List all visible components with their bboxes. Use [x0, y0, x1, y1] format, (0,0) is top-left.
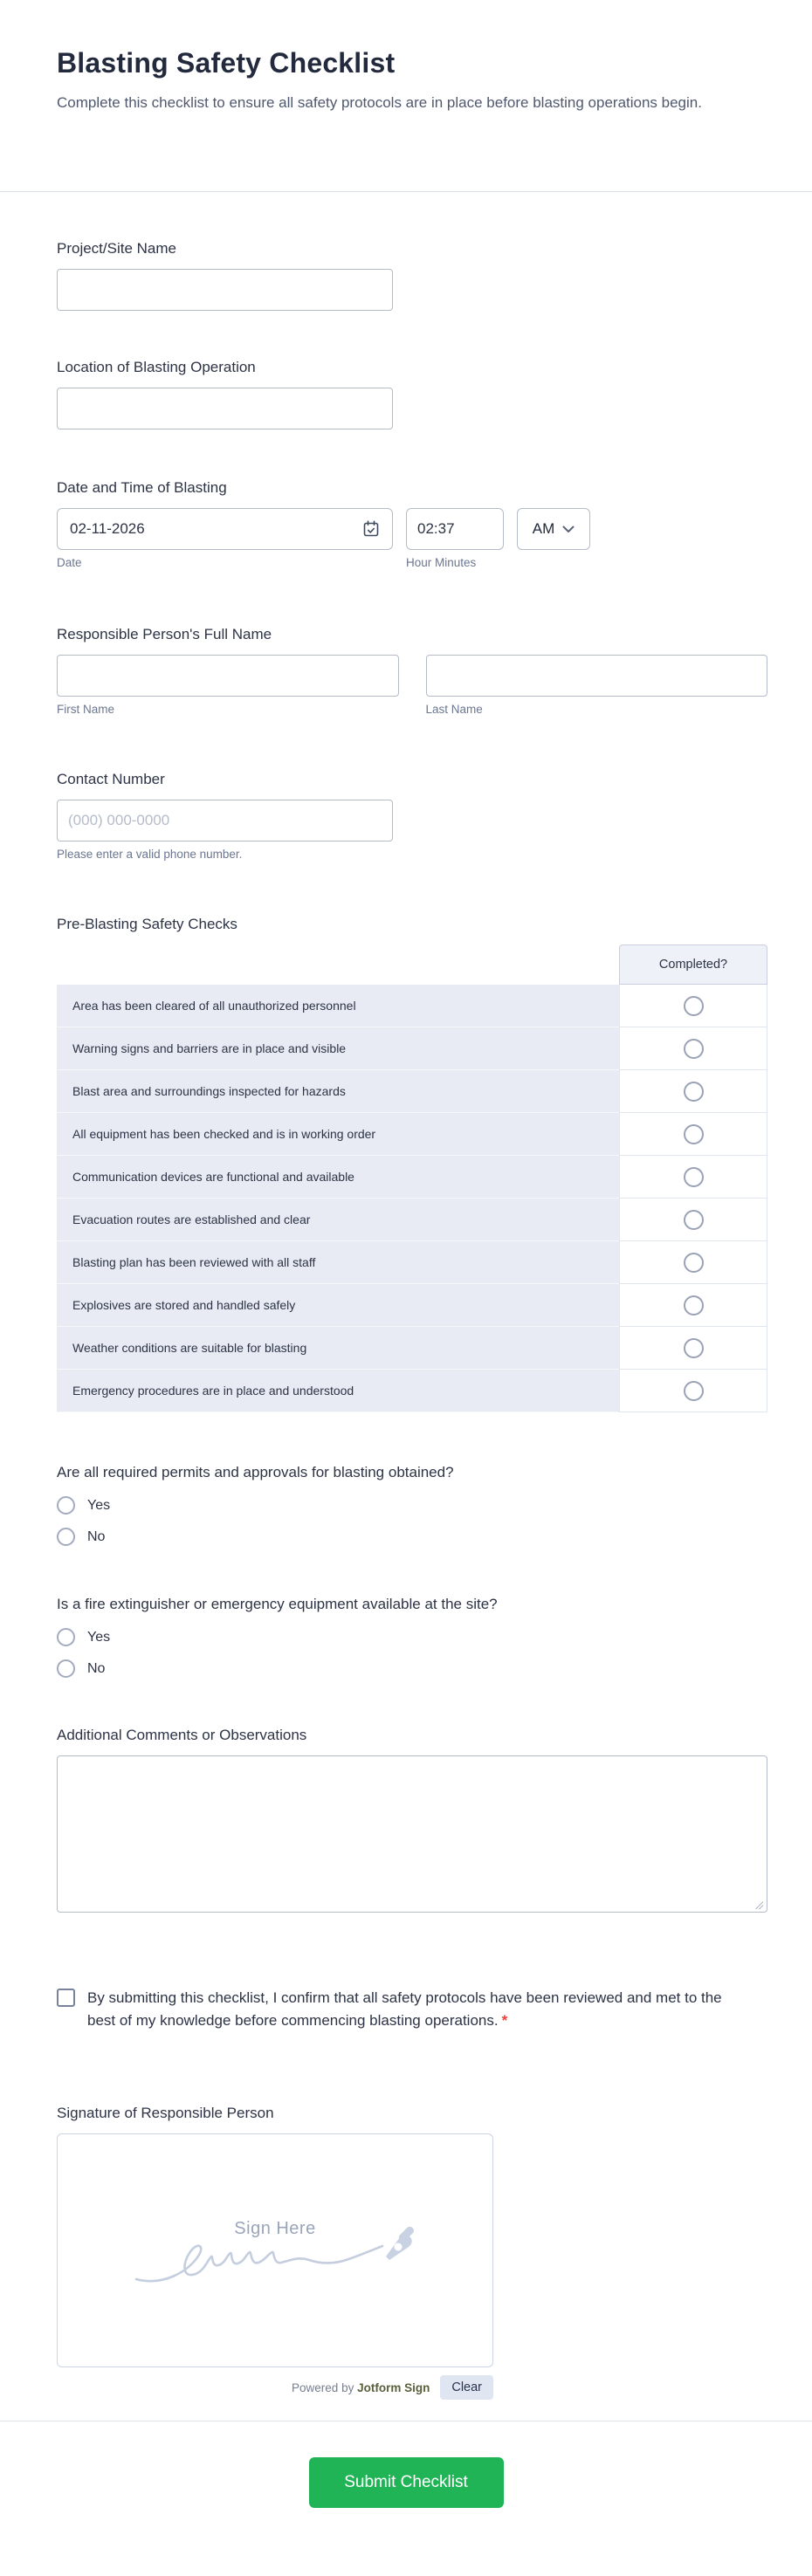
column-header-completed: Completed?: [619, 945, 767, 985]
last-name-input[interactable]: [426, 655, 768, 697]
sign-here-placeholder: Sign Here: [234, 2218, 316, 2238]
checks-table-label: Pre-Blasting Safety Checks: [57, 916, 237, 932]
phone-helper-text: Please enter a valid phone number.: [57, 848, 243, 861]
table-row: [57, 985, 767, 1027]
row-radio-cell[interactable]: [619, 1327, 767, 1370]
comments-textarea-wrap: [57, 1755, 767, 1917]
fire-option-yes[interactable]: [57, 1628, 767, 1646]
time-input[interactable]: [406, 508, 504, 550]
radio-icon[interactable]: [57, 1659, 75, 1678]
row-label: All equipment has been checked and is in working order: [57, 1113, 619, 1156]
page-title: Blasting Safety Checklist: [57, 47, 396, 79]
radio-icon[interactable]: [684, 1295, 704, 1315]
chevron-down-icon: [562, 526, 575, 533]
jotform-sign-brand: Jotform Sign: [357, 2380, 430, 2394]
row-label: Area has been cleared of all unauthorized personnel: [57, 985, 619, 1027]
field-comments: [57, 1726, 767, 1917]
first-name-input[interactable]: [57, 655, 399, 697]
field-contact: [57, 770, 767, 861]
phone-input[interactable]: [57, 800, 393, 841]
row-label: Weather conditions are suitable for blasting: [57, 1327, 619, 1370]
row-radio-cell[interactable]: [619, 1284, 767, 1327]
radio-option-label: Yes: [87, 1629, 111, 1645]
table-row: [57, 1241, 767, 1284]
field-signature: [57, 2104, 767, 2400]
signature-pad[interactable]: [57, 2133, 493, 2367]
calendar-icon[interactable]: [361, 519, 382, 539]
powered-by-label: Powered by: [292, 2380, 354, 2394]
form-subtitle: Complete this checklist to ensure all safety protocols are in place before blasting operations begin.: [57, 94, 702, 111]
radio-icon[interactable]: [684, 1210, 704, 1230]
row-radio-cell[interactable]: [619, 1199, 767, 1241]
last-name-sublabel: Last Name: [425, 703, 483, 716]
fire-question-label: Is a fire extinguisher or emergency equipment available at the site?: [57, 1596, 498, 1612]
table-row: [57, 1070, 767, 1113]
date-column: [57, 508, 393, 569]
checks-table: [57, 945, 767, 1412]
name-row: [57, 655, 767, 716]
table-row: [57, 1027, 767, 1070]
row-radio-cell[interactable]: [619, 1241, 767, 1284]
datetime-label: Date and Time of Blasting: [57, 479, 227, 496]
row-label: Emergency procedures are in place and understood: [57, 1370, 619, 1412]
time-column: [406, 508, 504, 569]
row-radio-cell[interactable]: [619, 1156, 767, 1199]
field-question-permits: [57, 1463, 767, 1546]
form-body: [0, 239, 812, 2400]
radio-icon[interactable]: [57, 1628, 75, 1646]
sign-here-group: [131, 2219, 419, 2293]
radio-option-label: Yes: [87, 1497, 111, 1513]
fire-option-no[interactable]: [57, 1659, 767, 1678]
row-label: Explosives are stored and handled safely: [57, 1284, 619, 1327]
permits-option-yes[interactable]: [57, 1496, 767, 1515]
date-input[interactable]: [68, 519, 361, 539]
radio-icon[interactable]: [684, 1338, 704, 1358]
table-header-row: [57, 945, 767, 985]
contact-label: Contact Number: [57, 771, 165, 787]
radio-option-label: No: [87, 1660, 106, 1676]
location-input[interactable]: [57, 388, 393, 429]
field-full-name: [57, 625, 767, 716]
row-radio-cell[interactable]: [619, 1370, 767, 1412]
first-name-column: [57, 655, 399, 716]
radio-icon[interactable]: [684, 1039, 704, 1059]
resize-handle[interactable]: [755, 1901, 763, 1909]
table-row: [57, 1113, 767, 1156]
project-name-label: Project/Site Name: [57, 240, 176, 257]
first-name-sublabel: First Name: [57, 703, 115, 716]
time-sublabel: Hour Minutes: [406, 556, 477, 569]
project-name-input[interactable]: [57, 269, 393, 311]
consent-text: By submitting this checklist, I confirm that all safety protocols have been reviewed and met to the best of my knowledge before commencing blasting operations.: [87, 1989, 722, 2029]
table-row: [57, 1156, 767, 1199]
radio-icon[interactable]: [684, 1082, 704, 1102]
signature-label: Signature of Responsible Person: [57, 2105, 274, 2121]
powered-by-text: [292, 2381, 430, 2394]
row-radio-cell[interactable]: [619, 1027, 767, 1070]
field-project-name: [57, 239, 767, 311]
signature-footer: [57, 2375, 493, 2400]
table-row: [57, 1327, 767, 1370]
submit-button[interactable]: Submit Checklist: [309, 2457, 504, 2508]
radio-icon[interactable]: [684, 1381, 704, 1401]
comments-label: Additional Comments or Observations: [57, 1727, 307, 1743]
table-row: [57, 1370, 767, 1412]
radio-icon[interactable]: [684, 1167, 704, 1187]
radio-icon[interactable]: [684, 1124, 704, 1144]
row-label: Blast area and surroundings inspected for hazards: [57, 1070, 619, 1113]
form-header: [0, 0, 812, 192]
permits-question-label: Are all required permits and approvals for blasting obtained?: [57, 1464, 454, 1480]
table-row: [57, 1199, 767, 1241]
consent-checkbox[interactable]: [57, 1989, 75, 2007]
radio-icon[interactable]: [57, 1496, 75, 1515]
clear-signature-button[interactable]: Clear: [440, 2375, 493, 2400]
radio-icon[interactable]: [57, 1528, 75, 1546]
radio-icon[interactable]: [684, 1253, 704, 1273]
submit-row: [0, 2421, 812, 2552]
field-datetime: [57, 478, 767, 569]
row-label: Blasting plan has been reviewed with all staff: [57, 1241, 619, 1284]
meridiem-value: AM: [532, 520, 555, 537]
date-sublabel: Date: [57, 556, 82, 569]
location-label: Location of Blasting Operation: [57, 359, 256, 375]
radio-option-label: No: [87, 1528, 106, 1544]
row-radio-cell[interactable]: [619, 1113, 767, 1156]
last-name-column: [426, 655, 768, 716]
date-field[interactable]: [57, 508, 393, 550]
comments-textarea[interactable]: [57, 1755, 767, 1913]
row-label: Evacuation routes are established and clear: [57, 1199, 619, 1241]
table-row: [57, 1284, 767, 1327]
field-checks-table: [57, 915, 767, 1412]
required-asterisk: *: [501, 2012, 508, 2029]
radio-icon[interactable]: [684, 996, 704, 1016]
table-header-spacer: [57, 945, 619, 985]
permits-option-no[interactable]: [57, 1528, 767, 1546]
meridiem-select[interactable]: [517, 508, 590, 550]
row-radio-cell[interactable]: [619, 1070, 767, 1113]
full-name-label: Responsible Person's Full Name: [57, 626, 272, 642]
field-location: [57, 358, 767, 429]
field-question-fire: [57, 1595, 767, 1678]
row-radio-cell[interactable]: [619, 985, 767, 1027]
row-label: Warning signs and barriers are in place and visible: [57, 1027, 619, 1070]
consent-field: [57, 1987, 729, 2032]
datetime-row: [57, 508, 767, 569]
row-label: Communication devices are functional and available: [57, 1156, 619, 1199]
